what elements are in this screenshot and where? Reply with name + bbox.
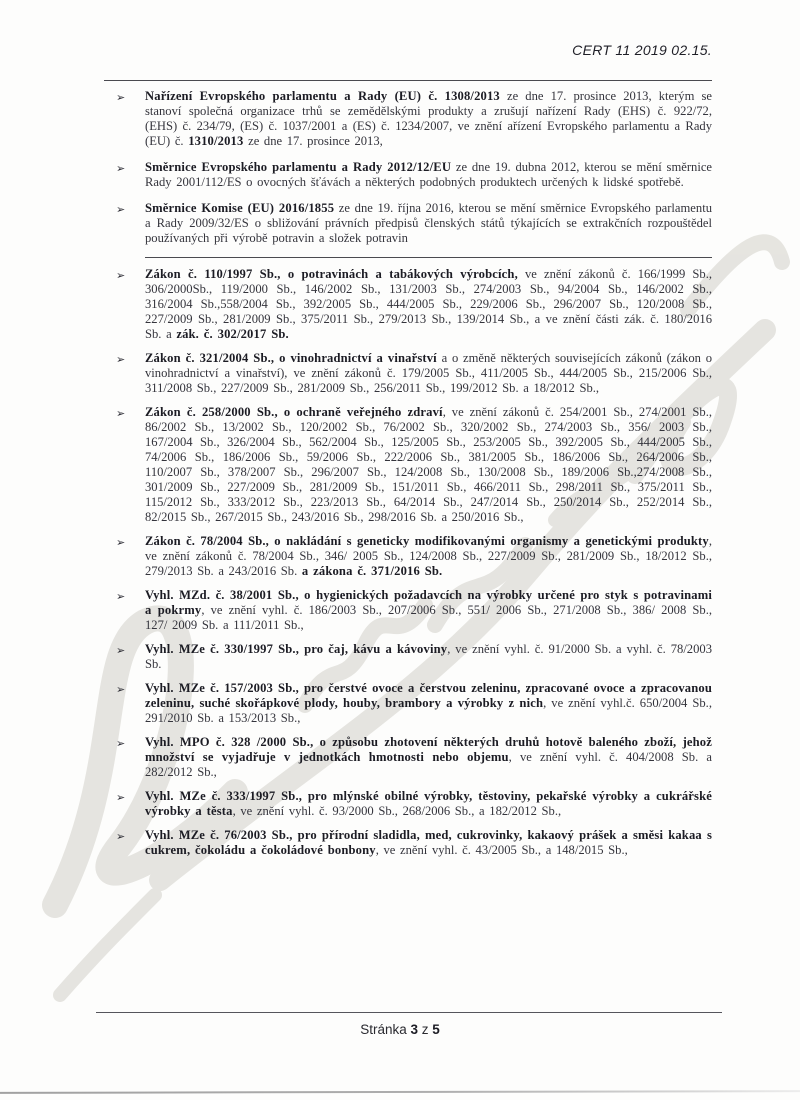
bold-run: 3 xyxy=(410,1022,418,1037)
bold-run: Vyhl. MZe č. 333/1997 Sb., pro mlýnské obilné výrobky, těstoviny, pekařské výrobky a cukrářské výrobky a těsta xyxy=(145,789,712,818)
list-item-text xyxy=(145,405,712,525)
header-divider xyxy=(104,80,712,81)
footer-divider xyxy=(96,1012,722,1013)
list-item xyxy=(104,642,712,672)
list-item xyxy=(104,160,712,190)
arrow-bullet-icon: ➢ xyxy=(116,407,126,420)
list-item-text xyxy=(145,201,712,246)
list-item xyxy=(104,267,712,342)
arrow-bullet-icon: ➢ xyxy=(116,644,126,657)
arrow-bullet-icon: ➢ xyxy=(116,830,126,843)
list-item-text xyxy=(145,160,712,190)
section-divider xyxy=(145,257,712,258)
text-run: , ve znění vyhl. č. 404/2008 Sb. a 282/2012 Sb., xyxy=(145,750,712,779)
text-run: ze dne 19. dubna 2012, kterou se mění směrnice Rady 2001/112/ES o ovocných šťávách a některých podobných produktech určených k lidské spotřebě. xyxy=(145,160,712,189)
list-item xyxy=(104,828,712,858)
arrow-bullet-icon: ➢ xyxy=(116,791,126,804)
list-item-text xyxy=(145,789,712,819)
text-run: z xyxy=(418,1022,433,1037)
text-run: , ve znění vyhl. č. 93/2000 Sb., 268/2006 Sb., a 182/2012 Sb., xyxy=(232,804,562,818)
list-item-text xyxy=(145,89,712,149)
list-item xyxy=(104,588,712,633)
list-item xyxy=(104,351,712,396)
bold-run: Směrnice Komise (EU) 2016/1855 xyxy=(145,201,335,215)
arrow-bullet-icon: ➢ xyxy=(116,353,126,366)
list-item-text xyxy=(145,642,712,672)
text-run: , ve znění vyhl. č. 91/2000 Sb. a vyhl. č. 78/2003 Sb. xyxy=(145,642,712,671)
text-run: , ve znění zákonů č. 254/2001 Sb., 274/2001 Sb., 86/2002 Sb., 13/2002 Sb., 120/2002 Sb., 76/2002 Sb., 320/2002 Sb., 274/2003 Sb., 356/ 2003 Sb., 167/2004 Sb., 326/2004 Sb., 562/2004 Sb., 125/2005 Sb., 253/2005 Sb., 392/2005 Sb., 444/2005 Sb., 74/2006 Sb., 186/2006 Sb., 59/2006 Sb., 222/2006 Sb., 381/2005 Sb., 186/2006 Sb., 264/2006 Sb., 110/2007 Sb., 378/2007 Sb., 296/2007 Sb., 124/2008 Sb., 130/2008 Sb., 189/2006 Sb.,274/2008 Sb., 301/2009 Sb., 227/2009 Sb., 281/2009 Sb., 151/2011 Sb., 466/2011 Sb., 298/2011 Sb., 375/2011 Sb., 115/2012 Sb., 333/2012 Sb., 223/2013 Sb., 64/2014 Sb., 247/2014 Sb., 250/2014 Sb., 252/2014 Sb., 82/2015 Sb., 267/2015 Sb., 243/2016 Sb., 298/2016 Sb. a 250/2016 Sb., xyxy=(145,405,713,524)
text-run: , ve znění vyhl. č. 186/2003 Sb., 207/2006 Sb., 551/ 2006 Sb., 271/2008 Sb., 386/ 2008 Sb., 127/ 2009 Sb. a 111/2011 Sb., xyxy=(145,603,712,632)
list-item-text xyxy=(145,267,712,342)
arrow-bullet-icon: ➢ xyxy=(116,91,126,104)
bold-run: Zákon č. 110/1997 Sb., o potravinách a tabákových výrobcích, xyxy=(145,267,518,281)
bold-run: Vyhl. MZe č. 330/1997 Sb., pro čaj, kávu a kávoviny xyxy=(145,642,448,656)
arrow-bullet-icon: ➢ xyxy=(116,536,126,549)
arrow-bullet-icon: ➢ xyxy=(116,162,126,175)
list-item-text xyxy=(145,735,712,780)
text-run: , ve znění zákonů č. 78/2004 Sb., 346/ 2005 Sb., 124/2008 Sb., 227/2009 Sb., 281/2009 Sb., 18/2012 Sb., 279/2013 Sb. a 243/2016 Sb. xyxy=(145,534,712,578)
bold-run: a zákona č. 371/2016 Sb. xyxy=(301,564,443,578)
document-body xyxy=(104,89,712,867)
list-item xyxy=(104,789,712,819)
bold-run: Zákon č. 258/2000 Sb., o ochraně veřejného zdraví xyxy=(145,405,443,419)
text-run: a o změně některých souvisejících zákonů (zákon o vinohradnictví a vinařství), ve znění zákonů č. 179/2005 Sb., 411/2005 Sb., 444/2005 Sb., 215/2006 Sb., 311/2008 Sb., 227/2009 Sb., 281/2009 Sb., 256/2011 Sb., 199/2012 Sb. a 18/2012 Sb., xyxy=(145,351,712,395)
list-item-text xyxy=(145,828,712,858)
list-item xyxy=(104,89,712,149)
bold-run: Směrnice Evropského parlamentu a Rady 2012/12/EU xyxy=(145,160,452,174)
bold-run: Zákon č. 321/2004 Sb., o vinohradnictví a vinařství xyxy=(145,351,437,365)
bold-run: Zákon č. 78/2004 Sb., o nakládání s geneticky modifikovanými organismy a genetickými produkty xyxy=(145,534,709,548)
national-legislation-list xyxy=(104,267,712,858)
list-item xyxy=(104,405,712,525)
bold-run: 5 xyxy=(432,1022,440,1037)
text-run: , ve znění vyhl.č. 650/2004 Sb., 291/2010 Sb. a 153/2013 Sb., xyxy=(145,696,712,725)
text-run: , ve znění vyhl. č. 43/2005 Sb., a 148/2015 Sb., xyxy=(375,843,628,857)
list-item-text xyxy=(145,588,712,633)
bold-run: Vyhl. MZe č. 76/2003 Sb., pro přírodní sladidla, med, cukrovinky, kakaový prášek a směsi kakaa s cukrem, čokoládu a čokoládové bonbony xyxy=(145,828,712,857)
text-run: ze dne 17. prosince 2013, xyxy=(243,134,383,148)
arrow-bullet-icon: ➢ xyxy=(116,737,126,750)
arrow-bullet-icon: ➢ xyxy=(116,269,126,282)
text-run: ze dne 17. prosince 2013, kterým se stanoví společná organizace trhů se zemědělskými produkty a zrušují nařízení Rady (EHS) č. 922/72, (EHS) č. 234/79, (ES) č. 1037/2001 a (ES) č. 1234/2007, ve znění ařízení Evropského parlamentu a Rady (EU) č. xyxy=(145,89,712,148)
list-item-text xyxy=(145,534,712,579)
text-run: Stránka xyxy=(360,1022,411,1037)
bold-run: 1310/2013 xyxy=(188,134,244,148)
list-item xyxy=(104,534,712,579)
eu-legislation-list xyxy=(104,89,712,246)
arrow-bullet-icon: ➢ xyxy=(116,683,126,696)
text-run: ze dne 19. října 2016, kterou se mění směrnice Evropského parlamentu a Rady 2009/32/ES o sbližování právních předpisů členských států týkajících se extrakčních rozpouštědel používaných při výrobě potravin a složek potravin xyxy=(145,201,712,245)
scan-edge-artifact xyxy=(0,1090,800,1093)
arrow-bullet-icon: ➢ xyxy=(116,203,126,216)
bold-run: Vyhl. MZd. č. 38/2001 Sb., o hygienických požadavcích na výrobky určené pro styk s potravinami a pokrmy xyxy=(145,588,712,617)
bold-run: zák. č. 302/2017 Sb. xyxy=(176,327,289,341)
list-item-text xyxy=(145,351,712,396)
text-run: ve znění zákonů č. 166/1999 Sb., 306/2000Sb., 119/2000 Sb., 146/2002 Sb., 131/2003 Sb., 274/2003 Sb., 94/2004 Sb., 146/2002 Sb., 316/2004 Sb.,558/2004 Sb., 392/2005 Sb., 444/2005 Sb., 229/2006 Sb., 296/2007 Sb., 120/2008 Sb., 227/2009 Sb., 281/2009 Sb., 375/2011 Sb., 279/2013 Sb., 139/2014 Sb., a ve znění části zák. č. 180/2016 Sb. a xyxy=(145,267,712,341)
bold-run: Nařízení Evropského parlamentu a Rady (EU) č. 1308/2013 xyxy=(145,89,500,103)
list-item xyxy=(104,201,712,246)
list-item-text xyxy=(145,681,712,726)
list-item xyxy=(104,681,712,726)
document-code: CERT 11 2019 02.15. xyxy=(572,42,712,58)
list-item xyxy=(104,735,712,780)
bold-run: Vyhl. MPO č. 328 /2000 Sb., o způsobu zhotovení některých druhů hotově baleného zboží, jehož množství se vyjadřuje v jednotkách hmotnosti nebo objemu xyxy=(145,735,712,764)
page-number xyxy=(0,1022,800,1037)
bold-run: Vyhl. MZe č. 157/2003 Sb., pro čerstvé ovoce a čerstvou zeleninu, zpracované ovoce a zpracovanou zeleninu, suché skořápkové plody, houby, brambory a výrobky z nich xyxy=(145,681,712,710)
arrow-bullet-icon: ➢ xyxy=(116,590,126,603)
